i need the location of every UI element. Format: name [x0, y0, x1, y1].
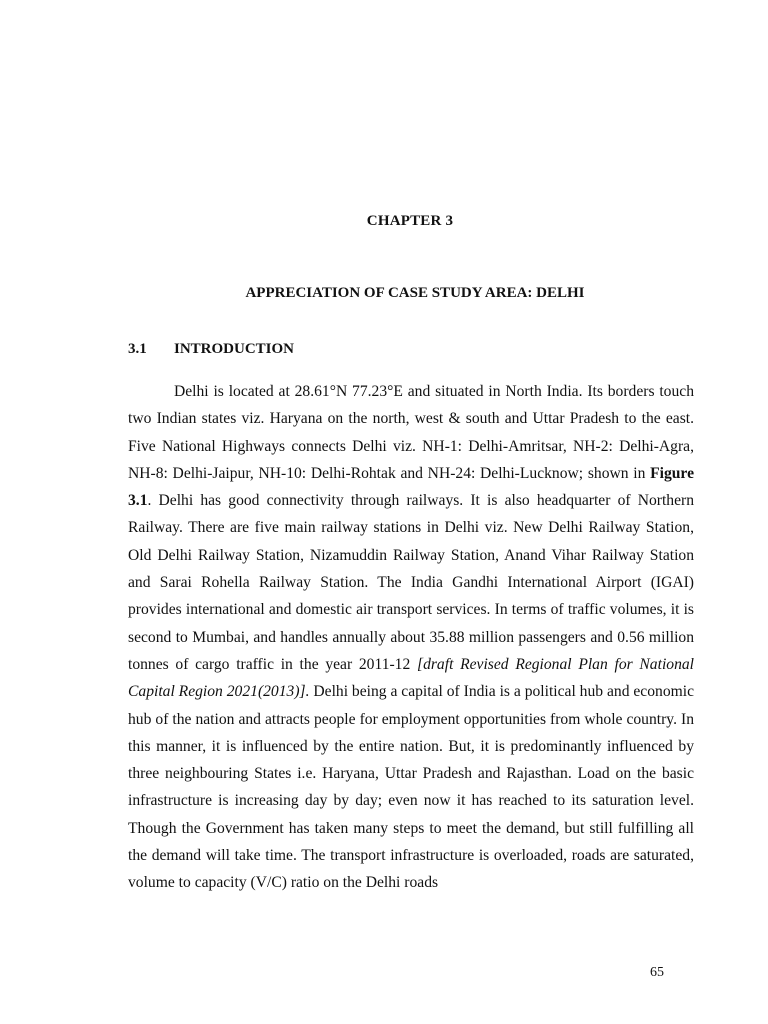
chapter-label: CHAPTER 3: [366, 213, 454, 229]
chapter-title: APPRECIATION OF CASE STUDY AREA: DELHI: [245, 285, 585, 301]
figure-reference: Figure 3.1: [128, 464, 694, 510]
paragraph-text-1: Delhi is located at 28.61°N 77.23°E and situated in North India. Its borders touch two Indian states viz. Haryana on the north, west & south and Uttar Pradesh to the east. Five National Highways connects Delhi viz. NH-1: Delhi-Amritsar, NH-2: Delhi-Agra, NH-8: Delhi-Jaipur, NH-10: Delhi-Rohtak and NH-24: Delhi-Lucknow; shown in: [128, 383, 694, 482]
citation: [draft Revised Regional Plan for National Capital Region 2021(2013)].: [128, 655, 694, 701]
section-title: INTRODUCTION: [174, 341, 295, 357]
section-heading: [128, 341, 294, 358]
section-number: 3.1: [128, 341, 147, 357]
paragraph-text-2: . Delhi has good connectivity through railways. It is also headquarter of Northern Railway. There are five main railway stations in Delhi viz. New Delhi Railway Station, Old Delhi Railway Station, Nizamuddin Railway Station, Anand Vihar Railway Station and Sarai Rohella Railway Station. The India Gandhi International Airport (IGAI) provides international and domestic air transport services. In terms of traffic volumes, it is second to Mumbai, and handles annually about 35.88 million passengers and 0.56 million tonnes of cargo traffic in the year 2011-12: [128, 492, 694, 673]
page-number: 65: [650, 965, 664, 980]
body-paragraph: [128, 378, 694, 897]
paragraph-text-3: Delhi being a capital of India is a political hub and economic hub of the nation and attracts people for employment opportunities from whole country. In this manner, it is influenced by the entire nation. But, it is predominantly influenced by three neighbouring States i.e. Haryana, Uttar Pradesh and Rajasthan. Load on the basic infrastructure is increasing day by day; even now it has reached to its saturation level. Though the Government has taken many steps to meet the demand, but still fulfilling all the demand will take time. The transport infrastructure is overloaded, roads are saturated, volume to capacity (V/C) ratio on the Delhi roads: [128, 683, 695, 892]
